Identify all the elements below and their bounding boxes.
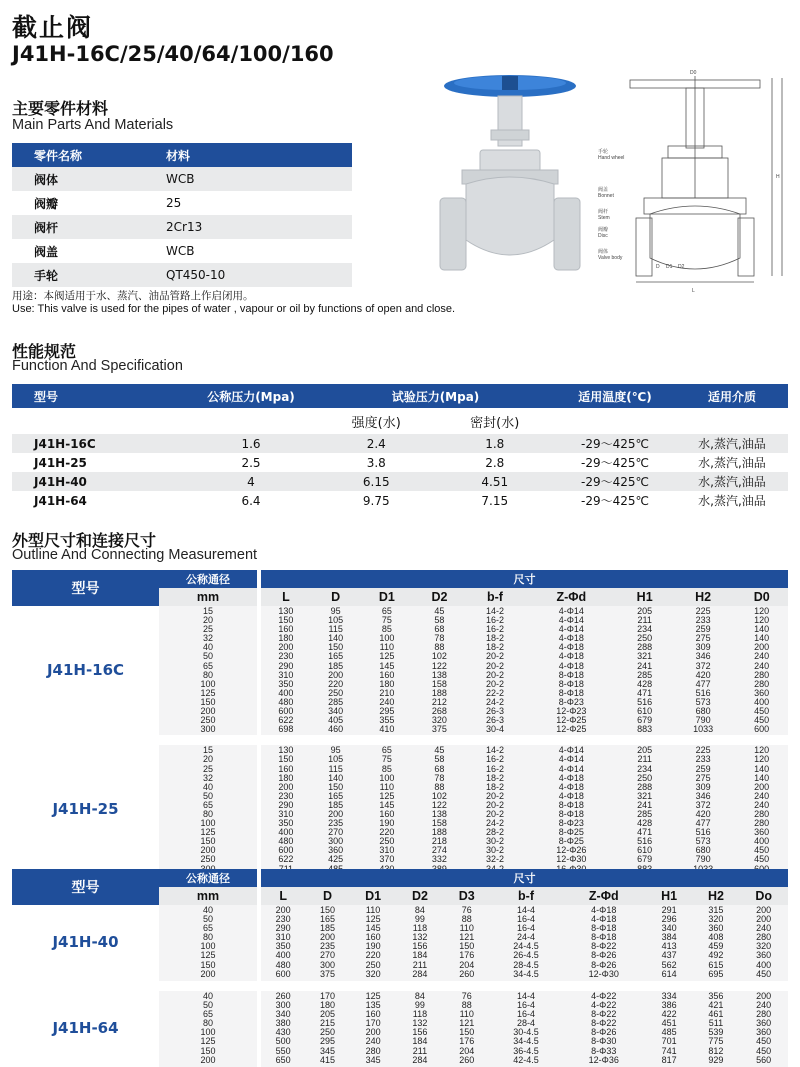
dims1-col-dn: 公称通径 (159, 570, 257, 588)
spec-col-medium: 适用介质 (676, 384, 788, 408)
page-title: 截止阀 (12, 13, 94, 42)
spec-temp: -29～425℃ (581, 456, 649, 470)
spec-col-test: 试验压力(Mpa) (317, 384, 554, 408)
dims2-h-zd: Z-Φd (562, 887, 646, 905)
dims-model: J41H-40 (12, 905, 159, 986)
dims-col-values: 65 75 85 100 110 125 145 160 180 210 240 295 355 410 (361, 606, 414, 740)
dims1-col-model: 型号 (12, 570, 159, 606)
dims-col-values: 84 99 118 132 156 184 211 284 (397, 986, 444, 1067)
label-body-cn: 阀体 (598, 249, 609, 255)
dims-col-values: 76 88 110 121 150 176 204 260 (443, 986, 490, 1067)
dims-col-values: 84 99 118 132 156 184 211 284 (397, 905, 444, 986)
dim-label-L: L (692, 288, 695, 294)
part-name: 阀瓣 (34, 196, 59, 211)
spec-pn: 4 (185, 472, 317, 491)
spec-col-model: 型号 (12, 384, 185, 408)
spec-temp: -29～425℃ (554, 434, 676, 453)
part-name: 阀体 (12, 167, 165, 191)
dims1-h-H2: H2 (671, 588, 735, 606)
part-name: 阀杆 (12, 215, 165, 239)
spec-col-pn: 公称压力(Mpa) (185, 384, 317, 408)
dims-col-values: 200 240 280 360 360 450 450 560 (739, 986, 788, 1067)
table-row (12, 491, 788, 510)
spec-title-cn: 性能规范 (12, 342, 77, 361)
dims1-h-mm: mm (159, 588, 257, 606)
valve-drawing (596, 68, 792, 296)
dims-col-values: 205 211 234 250 288 321 241 285 428 471 516 610 679 (618, 740, 671, 874)
table-row (12, 167, 352, 191)
dim-label-D1: D1 (666, 264, 673, 270)
dims-title-en: Outline And Connecting Measurement (12, 547, 258, 563)
dims2-col-size: 尺寸 (261, 869, 788, 887)
dims-table-1 (12, 570, 788, 875)
dims-group (12, 986, 788, 1067)
dims-col-values: 225 233 259 275 309 346 372 420 477 516 573 680 790 (671, 740, 735, 874)
dims-col-values: 14-2 16-2 16-2 18-2 18-2 20-2 20-2 20-2 24-2 28-2 30-2 30-2 32-2 (466, 740, 525, 874)
dims-col-values: 14-4 16-4 16-4 28-4 30-4.5 34-4.5 36-4.5 42-4.5 (490, 986, 562, 1067)
dims-col-values: 14-2 16-2 16-2 18-2 18-2 20-2 20-2 20-2 20-2 22-2 24-2 26-3 26-3 30-4 (466, 606, 525, 740)
dims2-col-dn: 公称通径 (159, 869, 257, 887)
dims-col-values: 15 20 25 32 40 50 65 80 100 125 150 200 250 (159, 740, 257, 874)
dims-col-values: 14-4 16-4 16-4 24-4 24-4.5 26-4.5 28-4.5 34-4.5 (490, 905, 562, 986)
part-material: WCB (165, 167, 352, 191)
spec-model: J41H-16C (12, 434, 185, 453)
dims-col-values: 40 50 65 80 100 125 150 200 (159, 905, 257, 986)
model-range: J41H-16C/25/40/64/100/160 (12, 42, 334, 66)
label-stem-cn: 阀杆 (598, 209, 609, 215)
spec-model: J41H-40 (12, 472, 185, 491)
dims-col-values: 150 165 185 200 235 270 300 375 (305, 905, 349, 986)
table-row (12, 263, 352, 287)
dims-col-values: 130 150 160 180 200 230 290 310 350 400 480 600 622 (261, 740, 311, 874)
part-material: WCB (166, 244, 195, 258)
dims2-h-mm: mm (159, 887, 257, 905)
usage-en: Use: This valve is used for the pipes of water , vapour or oil by functions of open and close. (12, 303, 456, 315)
dim-label-D: D (656, 264, 660, 270)
dims2-h-D: D (305, 887, 349, 905)
dims2-h-bf: b-f (490, 887, 562, 905)
dims1-col-size: 尺寸 (261, 570, 788, 588)
spec-pn: 6.4 (241, 493, 261, 508)
dims1-h-D2: D2 (413, 588, 466, 606)
dims-group (12, 905, 788, 986)
dims1-h-D0: D0 (735, 588, 788, 606)
dims1-h-H1: H1 (618, 588, 671, 606)
spec-seal: 4.51 (436, 472, 555, 491)
parts-col-name: 零件名称 (12, 143, 165, 167)
dims-model: J41H-25 (12, 740, 159, 874)
spec-table (12, 384, 788, 510)
dims-model: J41H-64 (12, 986, 159, 1067)
spec-strength: 9.75 (362, 493, 390, 508)
dims1-h-bf: b-f (466, 588, 525, 606)
parts-title-cn: 主要零件材料 (12, 99, 109, 118)
dims-col-values: 110 125 145 160 190 220 250 320 (350, 905, 397, 986)
dims-col-values: 260 300 340 380 430 500 550 650 (261, 986, 305, 1067)
dims2-h-D3: D3 (443, 887, 490, 905)
dims2-h-H2: H2 (693, 887, 740, 905)
dims2-h-Do: Do (739, 887, 788, 905)
spec-col-temp: 适用温度(℃) (554, 384, 676, 408)
dims2-h-H1: H1 (646, 887, 693, 905)
spec-medium: 水,蒸汽,油品 (676, 472, 788, 491)
dims1-h-D1: D1 (361, 588, 414, 606)
part-name: 手轮 (12, 263, 165, 287)
part-material: 2Cr13 (165, 215, 352, 239)
label-hand-wheel-en: Hand wheel (598, 155, 625, 161)
dims-col-values: 45 58 68 78 88 102 122 138 158 188 212 268 320 375 (413, 606, 466, 740)
dims-group (12, 740, 788, 874)
spec-sub-seal: 密封(水) (470, 415, 520, 431)
dims-col-values: 95 105 115 140 150 165 185 200 235 270 300 360 425 (311, 740, 361, 874)
dims-col-values: 200 200 240 280 320 360 400 450 (739, 905, 788, 986)
spec-strength: 6.15 (317, 472, 436, 491)
dims-col-values: 334 386 422 451 485 701 741 817 (646, 986, 693, 1067)
dims-col-values: 356 421 461 511 539 775 812 929 (693, 986, 740, 1067)
dims2-col-model: 型号 (12, 869, 159, 905)
dims2-h-D2: D2 (397, 887, 444, 905)
dims1-h-L: L (261, 588, 311, 606)
spec-model: J41H-64 (34, 493, 87, 508)
dims-col-values: 205 211 234 250 288 321 241 285 428 471 516 610 679 883 (618, 606, 671, 740)
dims-col-values: 95 105 115 140 150 165 185 200 220 250 285 340 405 460 (311, 606, 361, 740)
spec-temp: -29～425℃ (554, 472, 676, 491)
usage-cn: 用途：本阀适用于水、蒸汽、油品管路上作启闭用。 (12, 290, 254, 302)
spec-seal: 1.8 (436, 434, 555, 453)
dims-col-values: 120 120 140 140 200 240 240 280 280 360 400 450 450 600 (735, 606, 788, 740)
table-row (12, 215, 352, 239)
table-row (12, 434, 788, 453)
spec-model: J41H-25 (34, 455, 87, 470)
spec-sub-strength: 强度(水) (351, 415, 401, 431)
spec-title-en: Function And Specification (12, 358, 183, 374)
spec-seal: 2.8 (485, 455, 505, 470)
dims-col-values: 225 233 259 275 309 346 372 420 477 516 573 680 790 1033 (671, 606, 735, 740)
label-disc-cn: 阀瓣 (598, 227, 609, 233)
dim-label-D0: D0 (690, 70, 697, 76)
spec-seal: 7.15 (481, 493, 509, 508)
dims-col-values: 170 180 205 215 250 295 345 415 (305, 986, 349, 1067)
dims-col-values: 45 58 68 78 88 102 122 138 158 188 218 274 332 (413, 740, 466, 874)
part-name: 阀盖 (34, 244, 59, 259)
label-body-en: Valve body (598, 255, 623, 261)
dims-col-values: 315 320 360 408 459 492 615 695 (693, 905, 740, 986)
spec-medium: 水,蒸汽,油品 (698, 494, 766, 508)
dims2-h-D1: D1 (350, 887, 397, 905)
spec-medium: 水,蒸汽,油品 (676, 434, 788, 453)
parts-table (12, 143, 352, 287)
spec-medium: 水,蒸汽,油品 (698, 456, 766, 470)
dims-table-2 (12, 869, 788, 1067)
spec-strength: 2.4 (317, 434, 436, 453)
dims-title-cn: 外型尺寸和连接尺寸 (12, 531, 157, 550)
dim-label-H: H (776, 174, 780, 180)
table-row (12, 472, 788, 491)
dims-col-values: 200 230 290 310 350 400 480 600 (261, 905, 305, 986)
spec-temp: -29～425℃ (581, 494, 649, 508)
table-row (12, 453, 788, 472)
parts-title-en: Main Parts And Materials (12, 117, 174, 133)
dims-col-values: 120 120 140 140 200 240 240 280 280 360 400 450 450 (735, 740, 788, 874)
dims-col-values: 4-Φ22 4-Φ22 8-Φ22 8-Φ22 8-Φ26 8-Φ30 8-Φ33 12-Φ36 (562, 986, 646, 1067)
dims-col-values: 130 150 160 180 200 230 290 310 350 400 480 600 622 698 (261, 606, 311, 740)
spec-pn: 2.5 (241, 455, 261, 470)
dims-col-values: 65 75 85 100 110 125 145 160 190 220 250 310 370 (361, 740, 414, 874)
label-disc-en: Disc (598, 233, 608, 239)
valve-photo (436, 70, 584, 290)
dims-col-values: 4-Φ14 4-Φ14 4-Φ14 4-Φ18 4-Φ18 4-Φ18 8-Φ18 8-Φ18 8-Φ23 8-Φ25 8-Φ25 12-Φ26 12-Φ30 (524, 740, 618, 874)
part-material: QT450-10 (165, 263, 352, 287)
spec-pn: 1.6 (185, 434, 317, 453)
label-bonnet-en: Bonnet (598, 193, 614, 199)
dims1-h-zd: Z-Φd (524, 588, 618, 606)
dims-col-values: 125 135 160 170 200 240 280 345 (350, 986, 397, 1067)
parts-col-material: 材料 (165, 143, 352, 167)
dims-col-values: 291 296 340 384 413 437 562 614 (646, 905, 693, 986)
dims-col-values: 4-Φ18 4-Φ18 8-Φ18 8-Φ18 8-Φ22 8-Φ26 8-Φ26 12-Φ30 (562, 905, 646, 986)
label-stem-en: Stem (598, 215, 610, 221)
dims-col-values: 40 50 65 80 100 125 150 200 (159, 986, 257, 1067)
dim-label-D2: D2 (678, 264, 685, 270)
spec-strength: 3.8 (366, 455, 386, 470)
dims-col-values: 76 88 110 121 150 176 204 260 (443, 905, 490, 986)
dims-group (12, 606, 788, 740)
dims-col-values: 15 20 25 32 40 50 65 80 100 125 150 200 250 300 (159, 606, 257, 740)
table-row (12, 239, 352, 263)
part-material: 25 (166, 196, 182, 210)
label-bonnet-cn: 阀盖 (598, 187, 609, 193)
label-hand-wheel-cn: 手轮 (598, 149, 609, 155)
dims-col-values: 4-Φ14 4-Φ14 4-Φ14 4-Φ18 4-Φ18 4-Φ18 4-Φ18 8-Φ18 8-Φ18 8-Φ18 8-Φ23 12-Φ23 12-Φ25 12-Φ25 (524, 606, 618, 740)
dims-model: J41H-16C (12, 606, 159, 740)
table-row (12, 191, 352, 215)
dims2-h-L: L (261, 887, 305, 905)
dims1-h-D: D (311, 588, 361, 606)
